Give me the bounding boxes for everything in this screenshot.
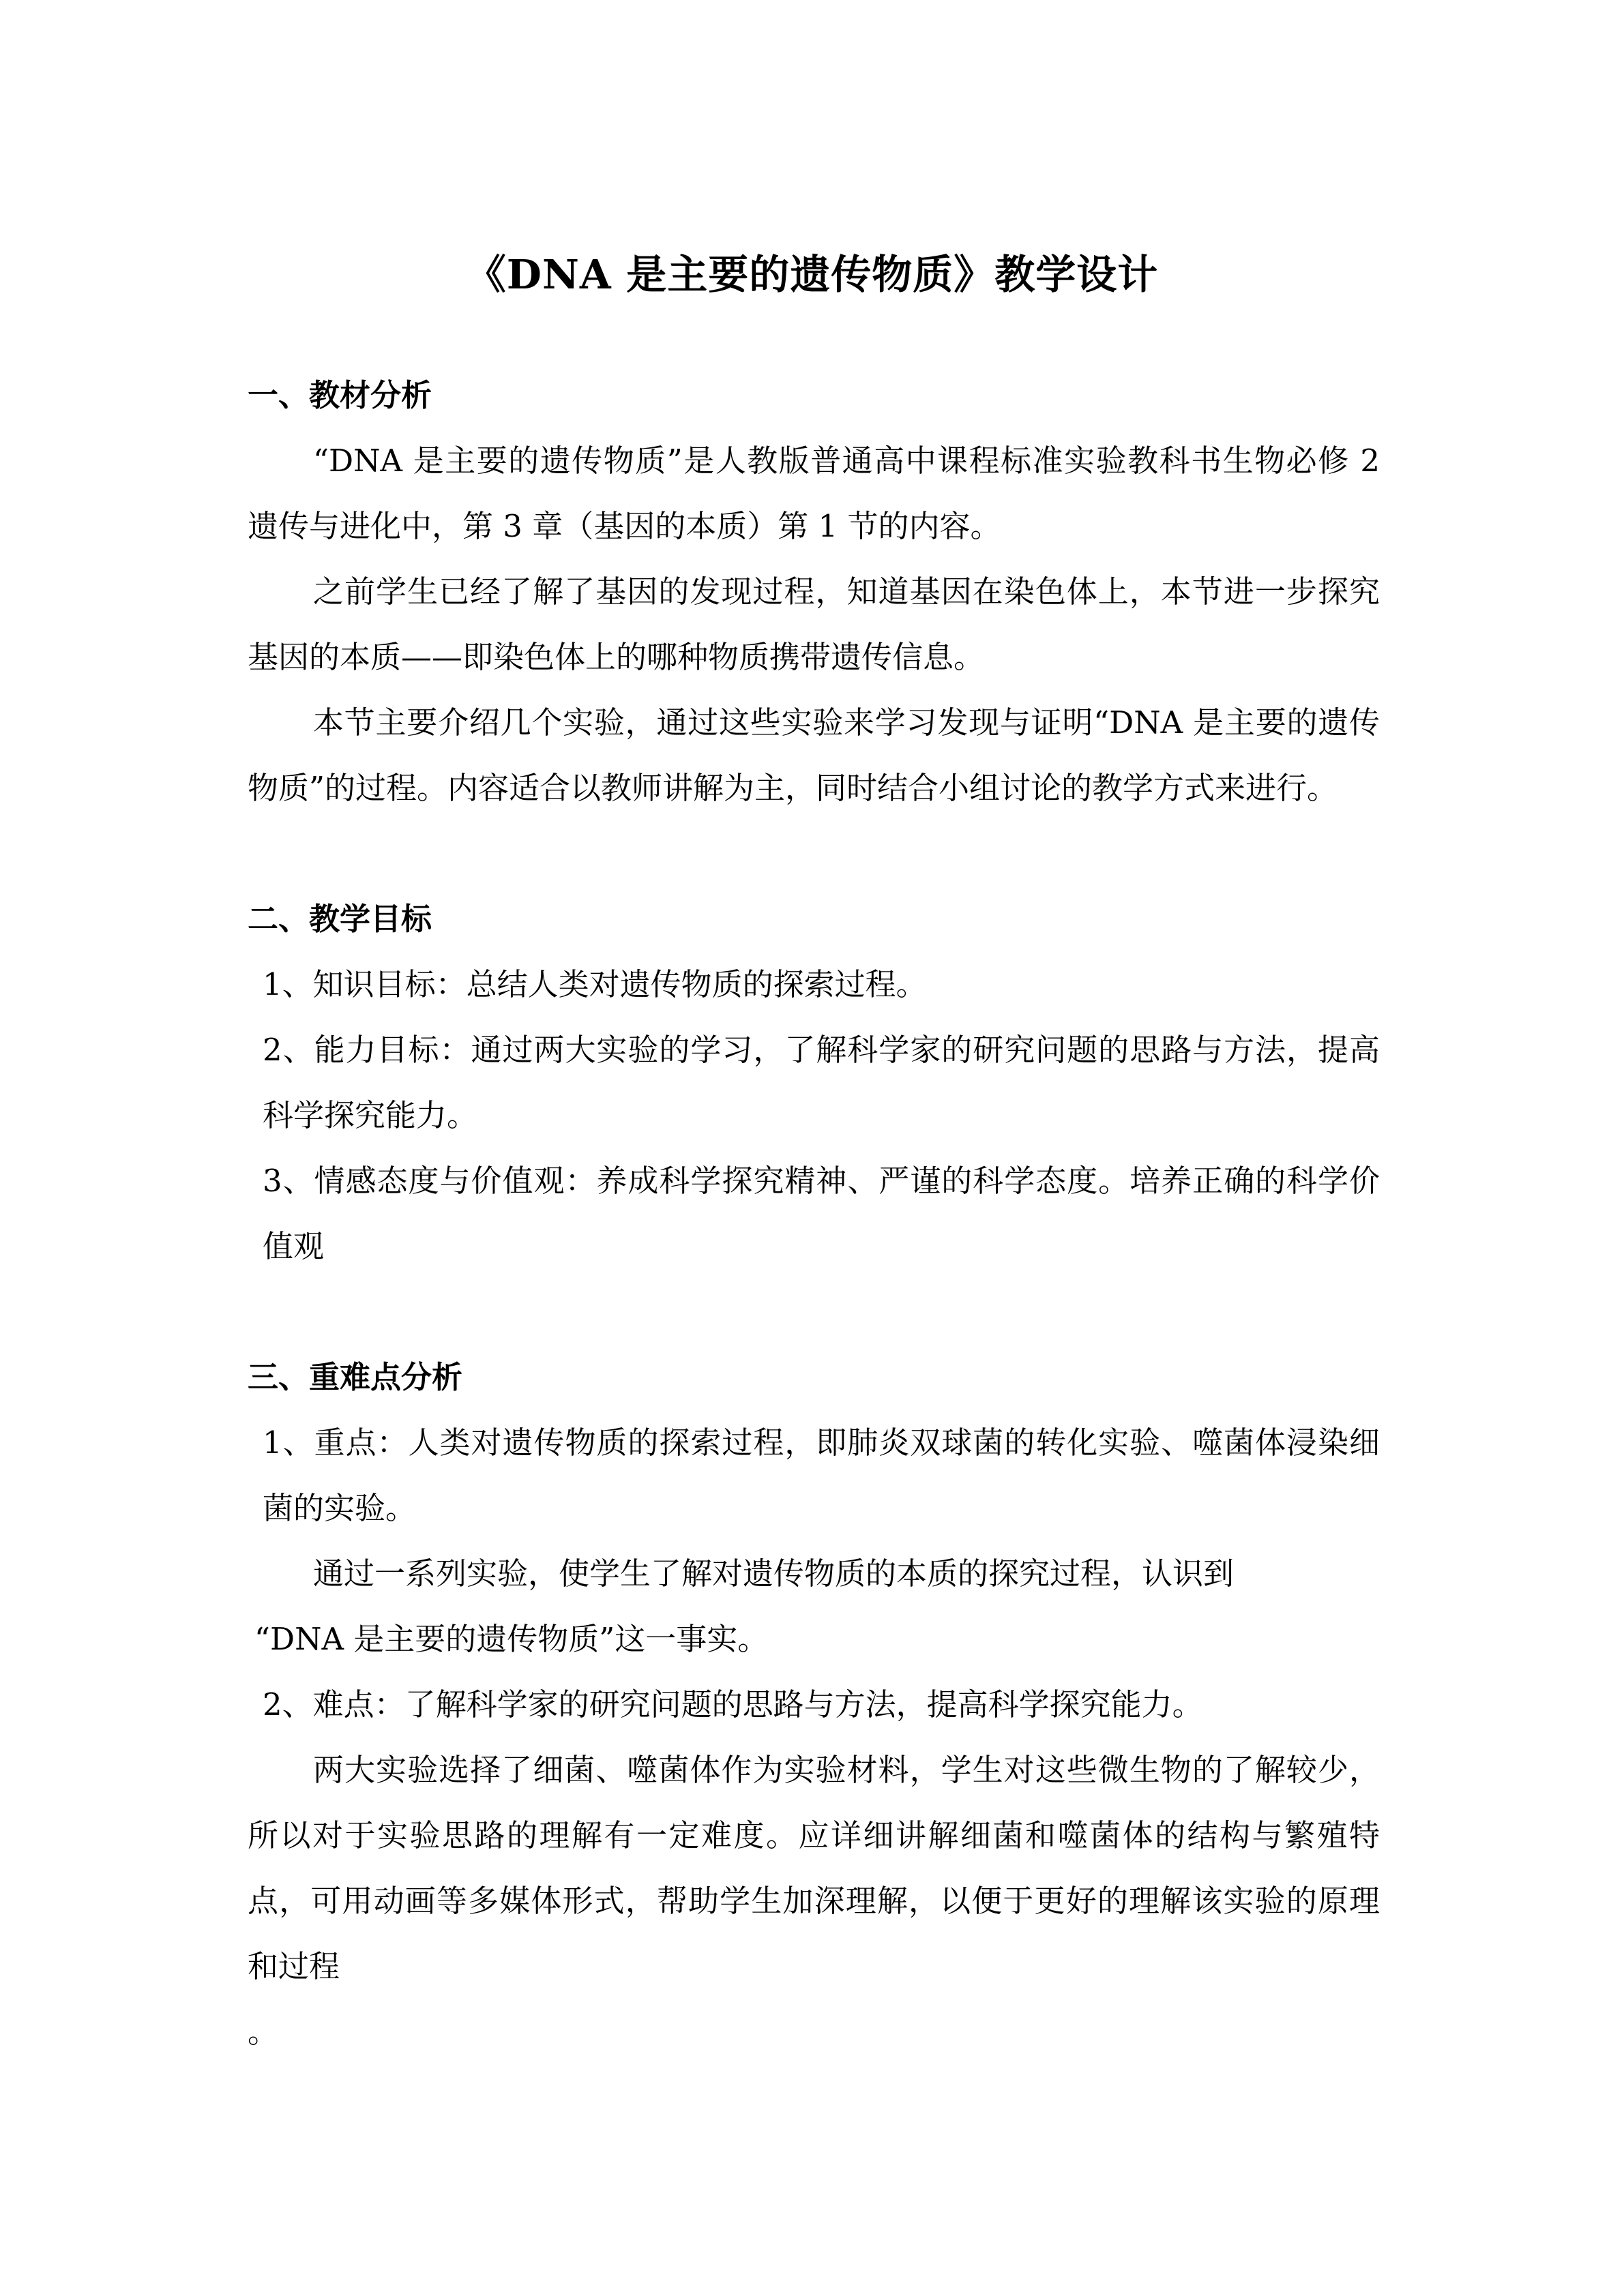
list-item: 3、情感态度与价值观：养成科学探究精神、严谨的科学态度。培养正确的科学价值观: [263, 1163, 1380, 1264]
trailing-punctuation: 。: [248, 2014, 279, 2050]
document-body: [248, 363, 1380, 2065]
list-item: 1、重点：人类对遗传物质的探索过程，即肺炎双球菌的转化实验、噬菌体浸染细菌的实验。: [263, 1425, 1380, 1526]
list-item: 2、能力目标：通过两大实验的学习，了解科学家的研究问题的思路与方法，提高科学探究能力。: [263, 1032, 1380, 1133]
paragraph: 本节主要介绍几个实验，通过这些实验来学习发现与证明“DNA 是主要的遗传物质”的过程。内容适合以教师讲解为主，同时结合小组讨论的教学方式来进行。: [248, 704, 1380, 806]
spacer: [248, 821, 1380, 886]
list-item: 1、知识目标：总结人类对遗传物质的探索过程。: [263, 966, 927, 1002]
paragraph-continuation: “DNA 是主要的遗传物质”这一事实。: [254, 1621, 769, 1657]
paragraph: “DNA 是主要的遗传物质”是人教版普通高中课程标准实验教科书生物必修 2 遗传与进化中，第 3 章（基因的本质）第 1 节的内容。: [248, 443, 1380, 544]
paragraph: 之前学生已经了解了基因的发现过程，知道基因在染色体上，本节进一步探究基因的本质——即染色体上的哪种物质携带遗传信息。: [248, 573, 1380, 675]
document-title: 《DNA 是主要的遗传物质》教学设计: [465, 251, 1159, 298]
section-heading-textbook-analysis: 一、教材分析: [248, 377, 432, 413]
list-item: 2、难点：了解科学家的研究问题的思路与方法，提高科学探究能力。: [263, 1686, 1203, 1723]
spacer: [248, 1279, 1380, 1345]
section-heading-key-difficult-points: 三、重难点分析: [248, 1359, 463, 1395]
section-heading-teaching-goals: 二、教学目标: [248, 901, 432, 937]
paragraph: 通过一系列实验，使学生了解对遗传物质的本质的探究过程，认识到: [313, 1555, 1235, 1592]
paragraph: 两大实验选择了细菌、噬菌体作为实验材料，学生对这些微生物的了解较少，所以对于实验思路的理解有一定难度。应详细讲解细菌和噬菌体的结构与繁殖特点，可用动画等多媒体形式，帮助学生加深理解，以便于更好的理解该实验的原理和过程: [248, 1752, 1380, 1984]
